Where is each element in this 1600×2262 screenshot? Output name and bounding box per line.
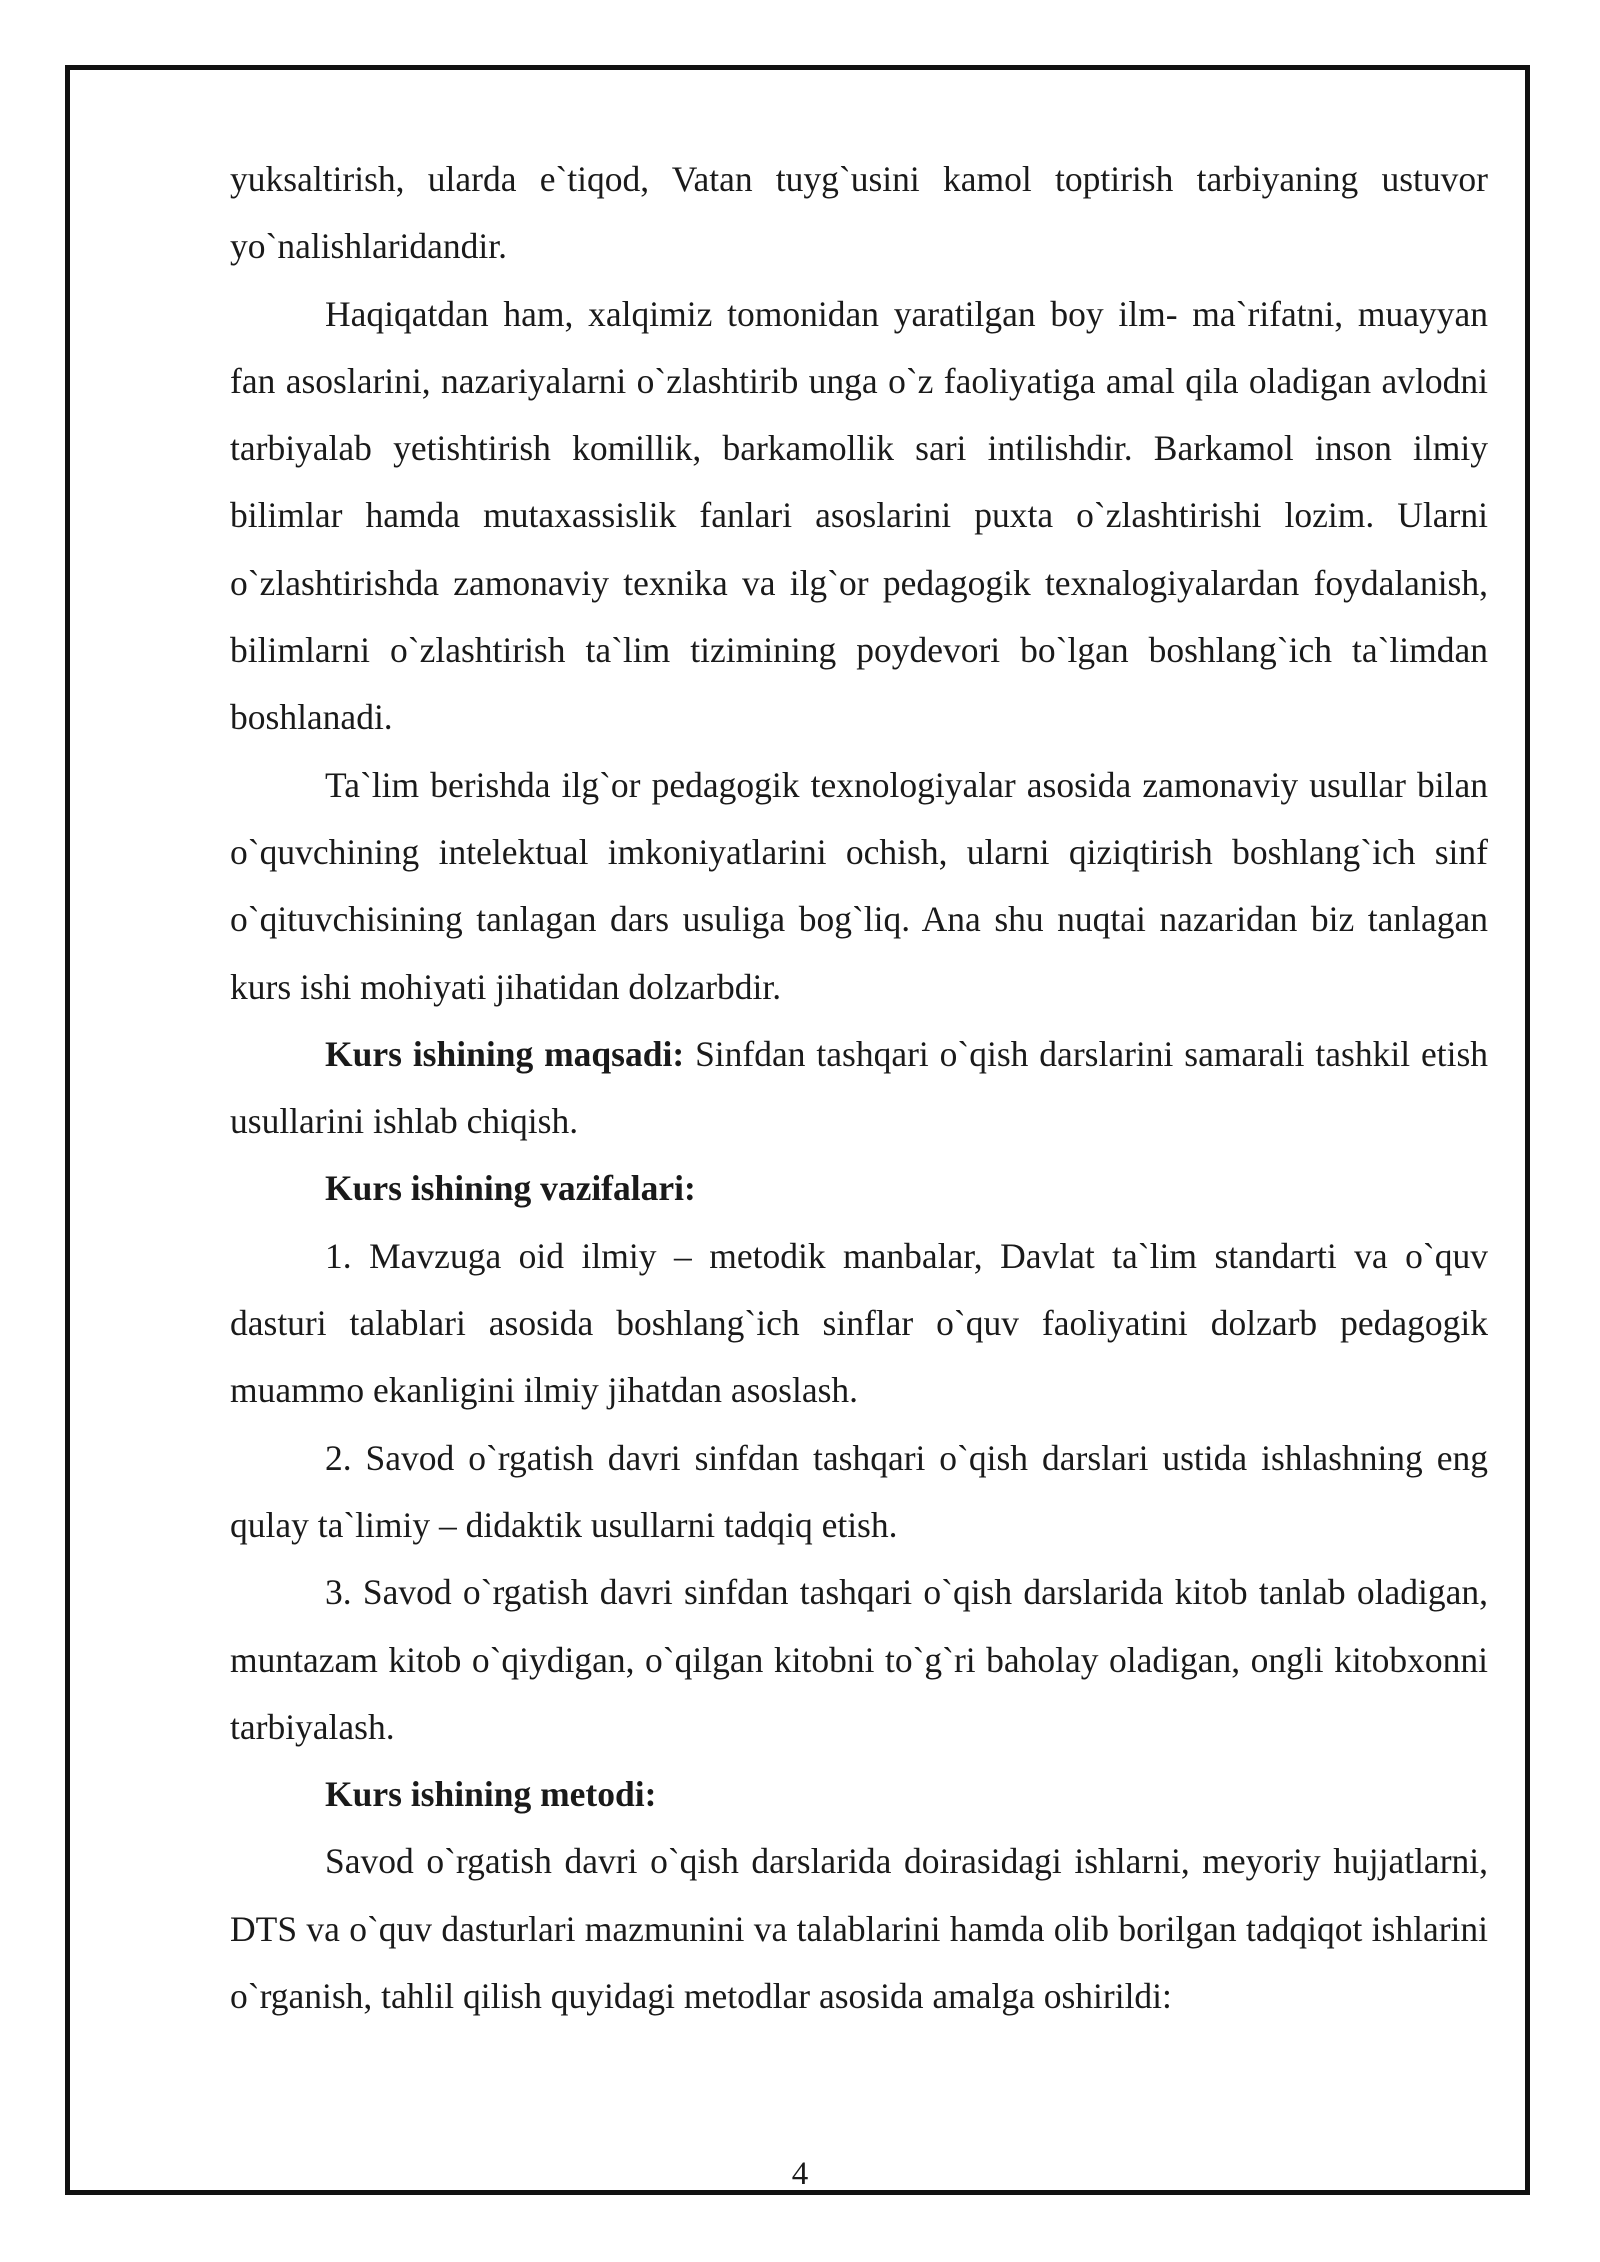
goal-text: Sinfdan tashqari o`qish darslarini samarali tashkil etish usullarini ishlab chiqish. <box>230 1033 1489 1142</box>
paragraph-relevance: Ta`lim berishda ilg`or pedagogik texnologiyalar asosida zamonaviy usullar bilan o`quvchining intelektual imkoniyatlarini ochish, ularni qiziqtirish boshlang`ich sinf o`qituvchisining tanlagan dars usuliga bog`liq. Ana shu nuqtai nazaridan biz tanlagan kurs ishi mohiyati jihatidan dolzarbdir. <box>230 764 1488 1007</box>
paragraph-goal <box>230 1021 1488 1156</box>
paragraph-method: Savod o`rgatish davri o`qish darslarida doirasidagi ishlarni, meyoriy hujjatlarni, DTS va o`quv dasturlari mazmunini va talablarini hamda olib borilgan tadqiqot ishlarini o`rganish, tahlil qilish quyidagi metodlar asosida amalga oshirildi: <box>230 1841 1488 2017</box>
method-heading <box>230 1761 1488 1828</box>
goal-heading: Kurs ishining maqsadi: <box>325 1033 685 1074</box>
tasks-heading <box>230 1155 1488 1222</box>
paragraph-introduction: Haqiqatdan ham, xalqimiz tomonidan yaratilgan boy ilm- ma`rifatni, muayyan fan asoslarini, nazariyalarni o`zlashtirib unga o`z faoliyatiga amal qila oladigan avlodni tarbiyalab yetishtirish komillik, barkamollik sari intilishdir. Barkamol inson ilmiy bilimlar hamda mutaxassislik fanlari asoslarini puxta o`zlashtirishi lozim. Ularni o`zlashtirishda zamonaviy texnika va ilg`or pedagogik texnalogiyalardan foydalanish, bilimlarni o`zlashtirish ta`lim tizimining poydevori bo`lgan boshlang`ich ta`limdan boshlanadi. <box>230 293 1488 738</box>
task-item-3: 3. Savod o`rgatish davri sinfdan tashqari o`qish darslarida kitob tanlab oladigan, muntazam kitob o`qiydigan, o`qilgan kitobni to`g`ri baholay oladigan, ongli kitobxonni tarbiyalash. <box>230 1572 1488 1747</box>
document-body <box>230 146 1488 2030</box>
task-item-1: 1. Mavzuga oid ilmiy – metodik manbalar, Davlat ta`lim standarti va o`quv dasturi talablari asosida boshlang`ich sinflar o`quv faoliyatini dolzarb pedagogik muammo ekanligini ilmiy jihatdan asoslash. <box>230 1235 1488 1411</box>
tasks-heading-text: Kurs ishining vazifalari: <box>325 1168 696 1209</box>
method-heading-text: Kurs ishining metodi: <box>325 1774 657 1815</box>
page-number: 4 <box>791 2156 809 2192</box>
task-item-2: 2. Savod o`rgatish davri sinfdan tashqari o`qish darslari ustida ishlashning eng qulay ta`limiy – didaktik usullarni tadqiq etish. <box>230 1437 1488 1545</box>
paragraph-continuation: yuksaltirish, ularda e`tiqod, Vatan tuyg`usini kamol toptirish tarbiyaning ustuvor yo`nalishlaridandir. <box>230 159 1488 267</box>
